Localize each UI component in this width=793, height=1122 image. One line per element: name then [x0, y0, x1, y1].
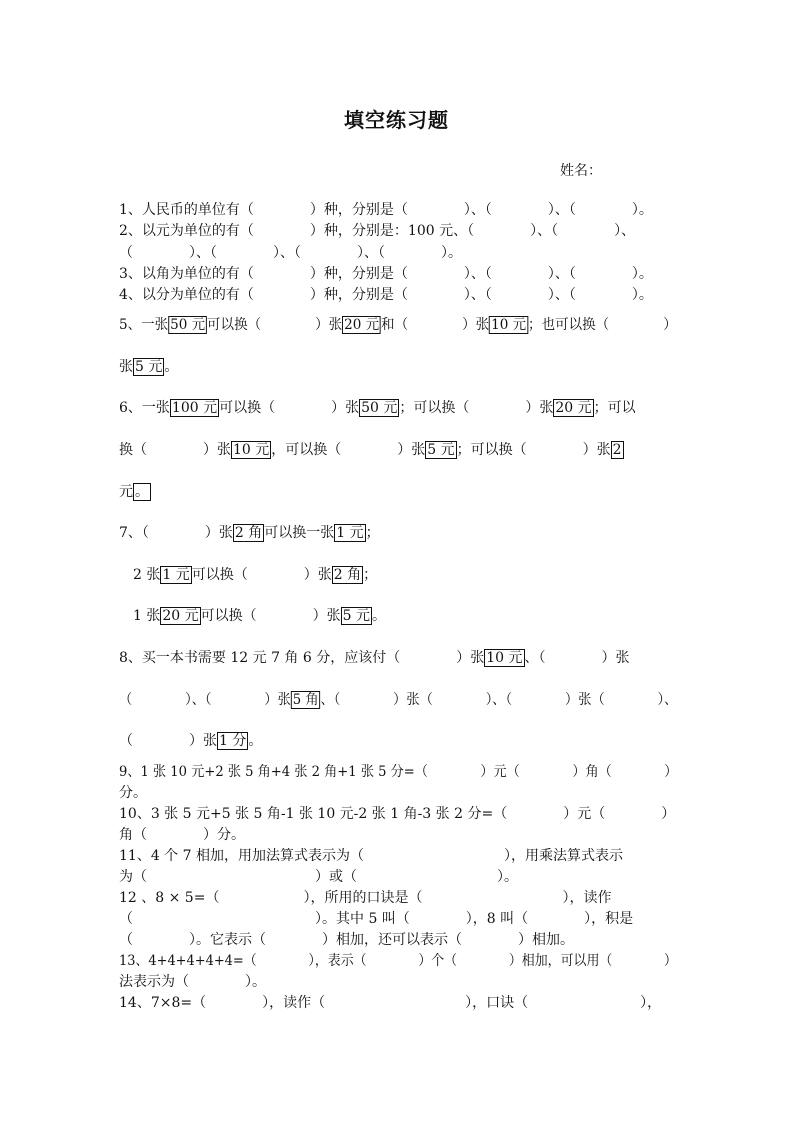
question-line	[119, 804, 677, 824]
line-text: 2、以元为单位的有（ ）种，分别是：100 元、（ ）、（ ）、	[119, 223, 636, 239]
line-text: 1、人民币的单位有（ ）种，分别是（ ）、（ ）、（ ）。	[119, 202, 653, 218]
money-box: 1 元	[162, 567, 190, 583]
question-line	[119, 731, 677, 751]
line-text: 8、买一本书需要 12 元 7 角 6 分，应该付（ ）张	[119, 650, 485, 666]
money-box: 10 元	[486, 650, 523, 666]
money-box: 20 元	[555, 400, 592, 416]
line-text: 13、4+4+4+4+4=（ ），表示（ ）个（ ）相加，可以用（ ）	[119, 953, 677, 969]
line-text: 换（ ）张	[119, 442, 231, 458]
question-line	[119, 846, 677, 866]
line-text: 6、一张	[119, 400, 170, 416]
line-text: 3、以角为单位的有（ ）种，分别是（ ）、（ ）、（ ）。	[119, 266, 653, 282]
money-box: 20 元	[344, 317, 380, 333]
line-text: 可以换一张	[264, 525, 335, 541]
line-text: ；也可以换（ ）	[528, 317, 677, 333]
line-text: （ ）、（ ）张	[119, 692, 291, 708]
question-line	[119, 398, 677, 418]
line-text: （ ）。它表示（ ）相加，还可以表示（ ）相加。	[119, 932, 574, 948]
line-text: 为（ ）或（ ）。	[119, 869, 518, 885]
line-text: 元	[119, 484, 133, 500]
line-text: ；	[365, 525, 380, 541]
line-text: 2 张	[119, 567, 161, 583]
question-line	[119, 867, 677, 887]
line-text: ；可以换（ ）张	[456, 442, 611, 458]
line-text: （ ）张	[119, 733, 217, 749]
line-text: 12 、8 × 5=（ ），所用的口诀是（ ），读作	[119, 890, 612, 906]
line-text: 可以换（ ）张	[219, 400, 360, 416]
line-text: 可以换（ ）张	[207, 317, 343, 333]
money-box: 5 元	[427, 442, 455, 458]
line-text: 角（ ）分。	[119, 827, 245, 843]
money-box: 。	[135, 484, 149, 500]
line-text: ；可以换（ ）张	[399, 400, 554, 416]
question-line	[119, 951, 677, 971]
line-text: 。	[371, 608, 386, 624]
line-text: 1 张	[119, 608, 161, 624]
question-line	[119, 482, 677, 502]
line-text: ，可以换（ ）张	[271, 442, 426, 458]
question-line	[119, 825, 677, 845]
money-box: 5 元	[342, 608, 370, 624]
line-text: ；可以	[593, 400, 636, 416]
question-line	[119, 783, 677, 803]
line-text: 可以换（ ）张	[200, 608, 341, 624]
question-line	[119, 690, 678, 710]
line-text: 。	[248, 733, 263, 749]
money-box: 2	[612, 442, 622, 458]
line-text: 可以换（ ）张	[191, 567, 332, 583]
question-line	[119, 909, 677, 929]
money-box: 2 角	[333, 567, 362, 583]
line-text: 14、7×8=（ ），读作（ ），口诀（ ），	[119, 995, 662, 1011]
question-line	[119, 264, 677, 284]
line-text: 、（ ）张	[524, 650, 630, 666]
line-text: 分。	[119, 785, 147, 801]
money-box: 5 元	[135, 359, 163, 375]
question-line	[119, 972, 677, 992]
page-title: 填空练习题	[344, 108, 449, 132]
name-label: 姓名：	[560, 163, 602, 179]
money-box: 1 分	[219, 733, 247, 749]
question-line	[119, 200, 677, 220]
question-line	[119, 357, 677, 377]
line-text: 张	[119, 359, 133, 375]
line-text: 5、一张	[119, 317, 169, 333]
question-line	[119, 993, 677, 1013]
money-box: 100 元	[171, 400, 218, 416]
question-line	[119, 523, 677, 543]
line-text: （ ）。其中 5 叫（ ），8 叫（ ），积是	[119, 911, 634, 927]
line-text: 4、以分为单位的有（ ）种，分别是（ ）、（ ）、（ ）。	[119, 287, 653, 303]
line-text: 。	[164, 359, 179, 375]
line-text: 11、4 个 7 相加，用加法算式表示为（ ），用乘法算式表示	[119, 848, 623, 864]
question-line	[119, 930, 677, 950]
question-line	[119, 565, 677, 585]
line-text: 法表示为（ ）。	[119, 974, 266, 990]
question-line	[119, 888, 677, 908]
line-text: （ ）、（ ）、（ ）、（ ）。	[119, 245, 462, 261]
money-box: 50 元	[361, 400, 398, 416]
question-line	[119, 315, 677, 335]
money-box: 10 元	[491, 317, 527, 333]
question-line	[119, 648, 677, 668]
question-line	[119, 285, 677, 305]
line-text: 、（ ）张（ ）、（ ）张（ ）、	[320, 692, 678, 708]
money-box: 5 角	[292, 692, 319, 708]
line-text: 10、3 张 5 元+5 张 5 角-1 张 10 元-2 张 1 角-3 张 2 分=（ ）元（ ）	[119, 806, 676, 822]
line-text: 9、1 张 10 元+2 张 5 角+4 张 2 角+1 张 5 分=（ ）元（ ）角（ ）	[119, 764, 678, 780]
money-box: 10 元	[233, 442, 270, 458]
question-line	[119, 606, 677, 626]
money-box: 2 角	[234, 525, 263, 541]
money-box: 20 元	[162, 608, 199, 624]
question-line	[119, 762, 678, 782]
question-line	[119, 243, 677, 263]
question-line	[119, 440, 677, 460]
money-box: 50 元	[170, 317, 206, 333]
money-box: 1 元	[336, 525, 364, 541]
line-text: 7、（ ）张	[119, 525, 233, 541]
line-text: 和（ ）张	[381, 317, 490, 333]
line-text: ；	[363, 567, 378, 583]
question-line	[119, 221, 677, 241]
